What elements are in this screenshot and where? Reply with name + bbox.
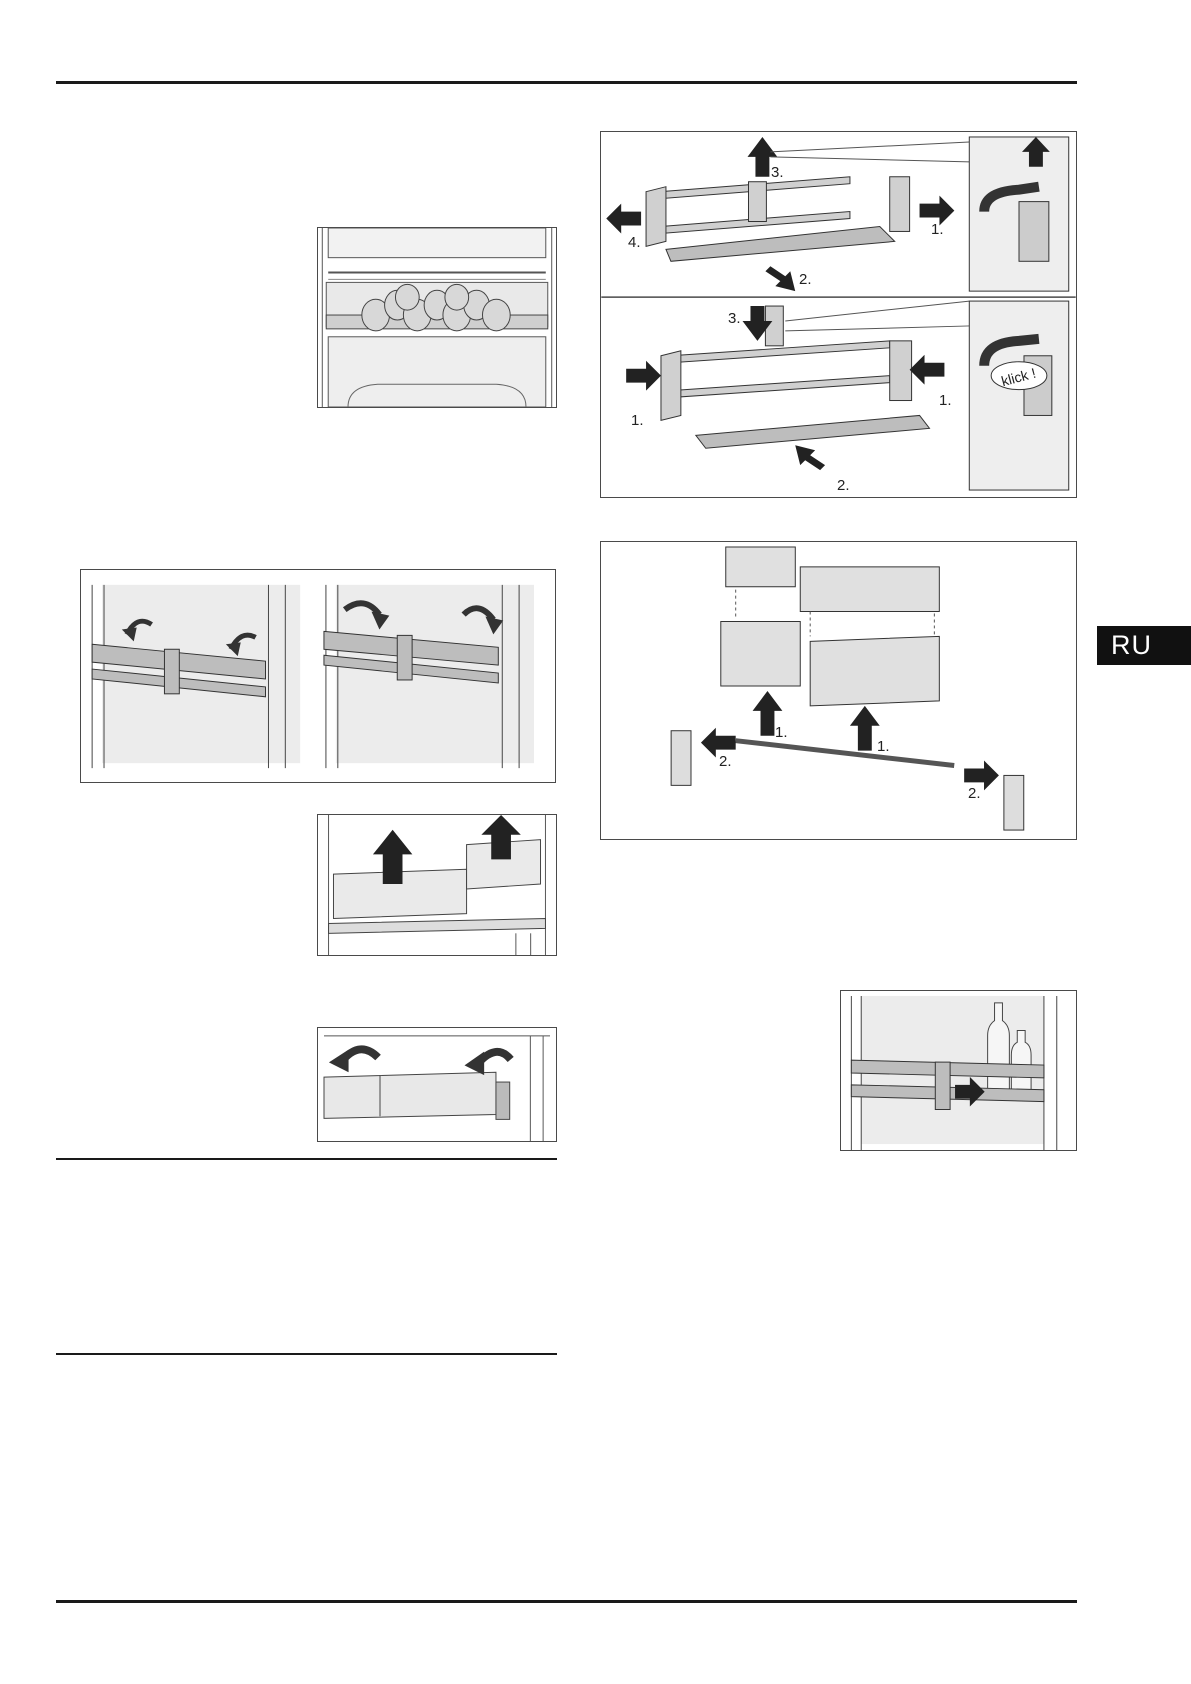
footer-rule [56, 1600, 1077, 1603]
wine-rack-illustration [317, 227, 557, 408]
bottle-divider-illustration [840, 990, 1077, 1151]
step-label: 2. [799, 271, 812, 288]
step-label: 1. [931, 221, 944, 238]
step-label: 1. [631, 412, 644, 429]
section-rule [56, 1158, 557, 1160]
box-tilt-illustration [317, 1027, 557, 1142]
step-label: 1. [877, 738, 890, 755]
step-label: 2. [968, 785, 981, 802]
step-label: 1. [775, 724, 788, 741]
step-label: 2. [837, 477, 850, 494]
step-label: 1. [939, 392, 952, 409]
section-rule [56, 1353, 557, 1355]
box-lift-illustration [317, 814, 557, 956]
language-tab: RU [1097, 626, 1191, 665]
step-label: 3. [771, 164, 784, 181]
boxes-assembly-illustration [600, 541, 1077, 840]
step-label: 3. [728, 310, 741, 327]
door-shelf-illustration [80, 569, 556, 783]
header-rule [56, 81, 1077, 84]
shelf-assembly-illustration [600, 131, 1077, 498]
step-label: 4. [628, 234, 641, 251]
step-label: 2. [719, 753, 732, 770]
klick-callout: klick ! [999, 364, 1038, 390]
